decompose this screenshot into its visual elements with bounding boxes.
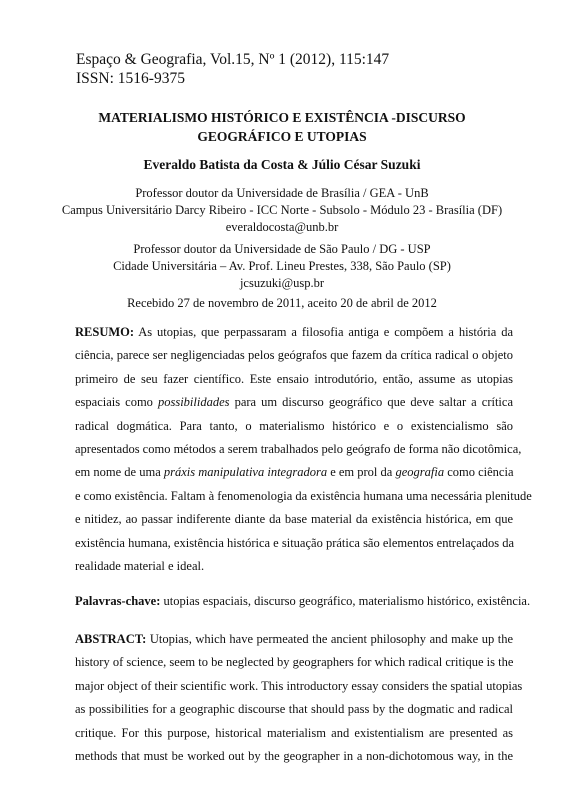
abstract-line: major object of their scientific work. This introductory essay considers the spatial utopias (75, 678, 523, 693)
affiliation-email: jcsuzuki@usp.br (239, 276, 325, 290)
resumo-line: realidade material e ideal. (75, 559, 205, 574)
affiliation-address: Campus Universitário Darcy Ribeiro - ICC Norte - Subsolo - Módulo 23 - Brasília (DF) (61, 203, 503, 217)
affiliation-position: Professor doutor da Universidade de Brasília / GEA - UnB (135, 186, 429, 200)
abstract-label: ABSTRACT: (75, 632, 147, 646)
resumo-text: em nome de uma (75, 465, 161, 480)
article-title-line-1: MATERIALISMO HISTÓRICO E EXISTÊNCIA -DISCURSO (98, 110, 466, 125)
abstract-line: critique. For this purpose, historical materialism and existentialism are presented as (75, 725, 513, 740)
resumo-line: radical dogmática. Para tanto, o materialismo histórico e o existencialismo são (75, 418, 513, 433)
article-title (40, 108, 524, 146)
resumo-text: como ciência (447, 465, 514, 480)
journal-issn: ISSN: 1516-9375 (76, 70, 185, 87)
resumo-line: ciência, parece ser negligenciadas pelos geógrafos que fazem da crítica radical o objeto (75, 348, 513, 363)
affiliation-email: everaldocosta@unb.br (225, 220, 339, 234)
resumo-emphasis: práxis manipulativa integradora (163, 465, 328, 480)
affiliation-2 (40, 241, 524, 292)
resumo-line: e nitidez, ao passar indiferente diante da base material da existência histórica, em que (75, 512, 513, 527)
resumo-text: espaciais como (75, 395, 153, 410)
article-title-line-2: GEOGRÁFICO E UTOPIAS (197, 129, 367, 144)
affiliation-position: Professor doutor da Universidade de São Paulo / DG - USP (133, 242, 431, 256)
abstract-line (75, 628, 513, 651)
abstract-text: Utopias, which have permeated the ancient philosophy and make up the (149, 632, 513, 646)
affiliation-1 (40, 185, 524, 236)
resumo-line: existência humana, existência histórica e situação prática são elementos entrelaçados da (75, 535, 515, 550)
resumo-line (75, 391, 513, 414)
resumo-text: As utopias, que perpassaram a filosofia antiga e compõem a história da (138, 325, 514, 339)
resumo-line (75, 321, 513, 344)
journal-citation: Espaço & Geografia, Vol.15, Nº 1 (2012), 115:147 (76, 51, 390, 68)
abstract-paragraph (75, 628, 523, 768)
resumo-line: primeiro de seu fazer científico. Este ensaio introdutório, então, assume as utopias (75, 371, 513, 386)
resumo-paragraph (75, 321, 532, 578)
keywords-paragraph (75, 592, 531, 610)
article-authors: Everaldo Batista da Costa & Júlio César Suzuki (143, 157, 421, 172)
resumo-text: para um discurso geográfico que deve saltar a crítica (234, 395, 514, 410)
received-dates: Recebido 27 de novembro de 2011, aceito 20 de abril de 2012 (127, 296, 437, 310)
keywords-line (75, 592, 531, 610)
resumo-line (75, 461, 513, 484)
resumo-label: RESUMO: (75, 325, 135, 339)
abstract-line: history of science, seem to be neglected by geographers for which radical critique is the (75, 655, 514, 670)
abstract-line: as possibilities for a geographic discourse that should pass by the dogmatic and radical (75, 702, 513, 717)
abstract-line: methods that must be worked out by the geographer in a non-dichotomous way, in the (75, 749, 513, 764)
resumo-line: e como existência. Faltam à fenomenologia da existência humana uma necessária plenitude (75, 488, 532, 503)
keywords-text: utopias espaciais, discurso geográfico, materialismo histórico, existência. (163, 594, 531, 608)
resumo-emphasis: geografia (395, 465, 445, 480)
journal-header (76, 50, 389, 88)
resumo-text: e em prol da (330, 465, 393, 480)
affiliation-address: Cidade Universitária – Av. Prof. Lineu Prestes, 338, São Paulo (SP) (113, 259, 451, 273)
resumo-emphasis: possibilidades (157, 395, 230, 410)
keywords-label: Palavras-chave: (75, 594, 161, 608)
resumo-line: apresentados como métodos a serem trabalhados pelo geógrafo de forma não dicotômica, (75, 442, 522, 457)
